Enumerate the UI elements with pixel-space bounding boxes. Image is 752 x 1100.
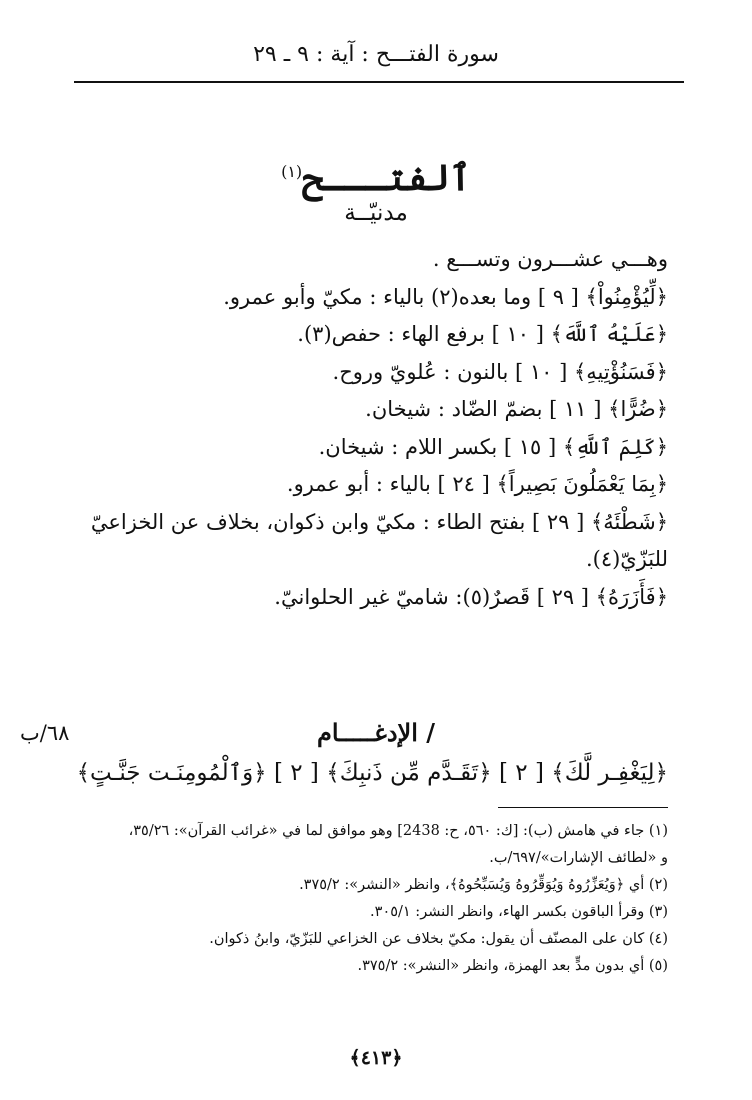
surah-title-note: (١) <box>281 162 303 181</box>
reading-entry: ﴿عَلَيْهُ ٱللَّهَ﴾ [ ١٠ ] برفع الهاء : حفص(٣). <box>297 322 668 346</box>
idgham-line: ﴿لِيَغْفِـر لَّكَ﴾ [ ٢ ] ﴿تَقَـدَّم مِّن ذَنبِكَ﴾ [ ٢ ] ﴿وَٱلْمُومِنَـت جَنَّـتٍ﴾ <box>76 760 668 786</box>
surah-title <box>0 150 752 200</box>
reading-entry: ﴿شَطْئَهُ﴾ [ ٢٩ ] بفتح الطاء : مكيّ وابن ذكوان، بخلاف عن الخزاعيّ للبَزّيّ(٤). <box>90 509 668 571</box>
running-header: سورة الفتـــح : آية : ٩ ـ ٢٩ <box>253 42 499 67</box>
reading-entry: ﴿لِّيُؤْمِنُواْ﴾ [ ٩ ] وما بعده(٢) بالياء : مكيّ وأبو عمرو. <box>223 284 668 309</box>
footnote: و «لطائف الإشارات»/٦٩٧/ب. <box>489 850 668 866</box>
reading-entry: ﴿ضُرًّا﴾ [ ١١ ] بضمّ الضّاد : شيخان. <box>365 397 668 421</box>
footnote: (٥) أي بدون مدٍّ بعد الهمزة، وانظر «النشر»: ٣٧٥/٢. <box>357 958 668 974</box>
footnote-rule <box>498 807 668 808</box>
verses-count-line: وهـــي عشـــرون وتســـع . <box>432 247 668 271</box>
footnote: (٤) كان على المصنّف أن يقول: مكيّ بخلاف عن الخزاعي للبَزّيّ، وابنُ ذكوان. <box>209 931 668 947</box>
surah-type: مدنيّــة <box>344 200 408 226</box>
reading-entry: ﴿كَلِمَ ٱللَّهِ﴾ [ ١٥ ] بكسر اللام : شيخان. <box>318 434 668 459</box>
footnotes <box>58 818 668 980</box>
footnote: (١) جاء في هامش (ب): [ك: ٥٦٠، ح: 2438] وهو موافق لما في «غرائب القرآن»: ٣٥/٢٦، <box>128 823 668 839</box>
reading-entry: ﴿فَسَنُؤْتِيهِ﴾ [ ١٠ ] بالنون : عُلويّ وروح. <box>332 359 668 384</box>
page-number: ﴿٤١٣﴾ <box>349 1047 403 1069</box>
header-rule <box>74 81 684 83</box>
footnote: (٣) وقرأ الباقون بكسر الهاء، وانظر النشر: ٣٠٥/١. <box>370 904 668 920</box>
idgham-title: / الإدغـــــام <box>316 718 436 747</box>
folio-mark: ٦٨/ب <box>20 721 70 745</box>
surah-title-text: ٱلفتـــح <box>302 157 471 199</box>
readings-body <box>68 241 668 616</box>
reading-entry: ﴿فَأَزَرَهُ﴾ [ ٢٩ ] قَصرٌ(٥): شاميّ غير الحلوانيّ. <box>274 584 668 609</box>
reading-entry: ﴿بِمَا يَعْمَلُونَ بَصِيراً﴾ [ ٢٤ ] بالياء : أبو عمرو. <box>286 472 668 496</box>
footnote: (٢) أي ﴿وَيُعَزِّرُوهُ وَيُوَقِّرُوهُ وَيُسَبِّحُوهُ﴾، وانظر «النشر»: ٣٧٥/٢. <box>299 877 668 893</box>
